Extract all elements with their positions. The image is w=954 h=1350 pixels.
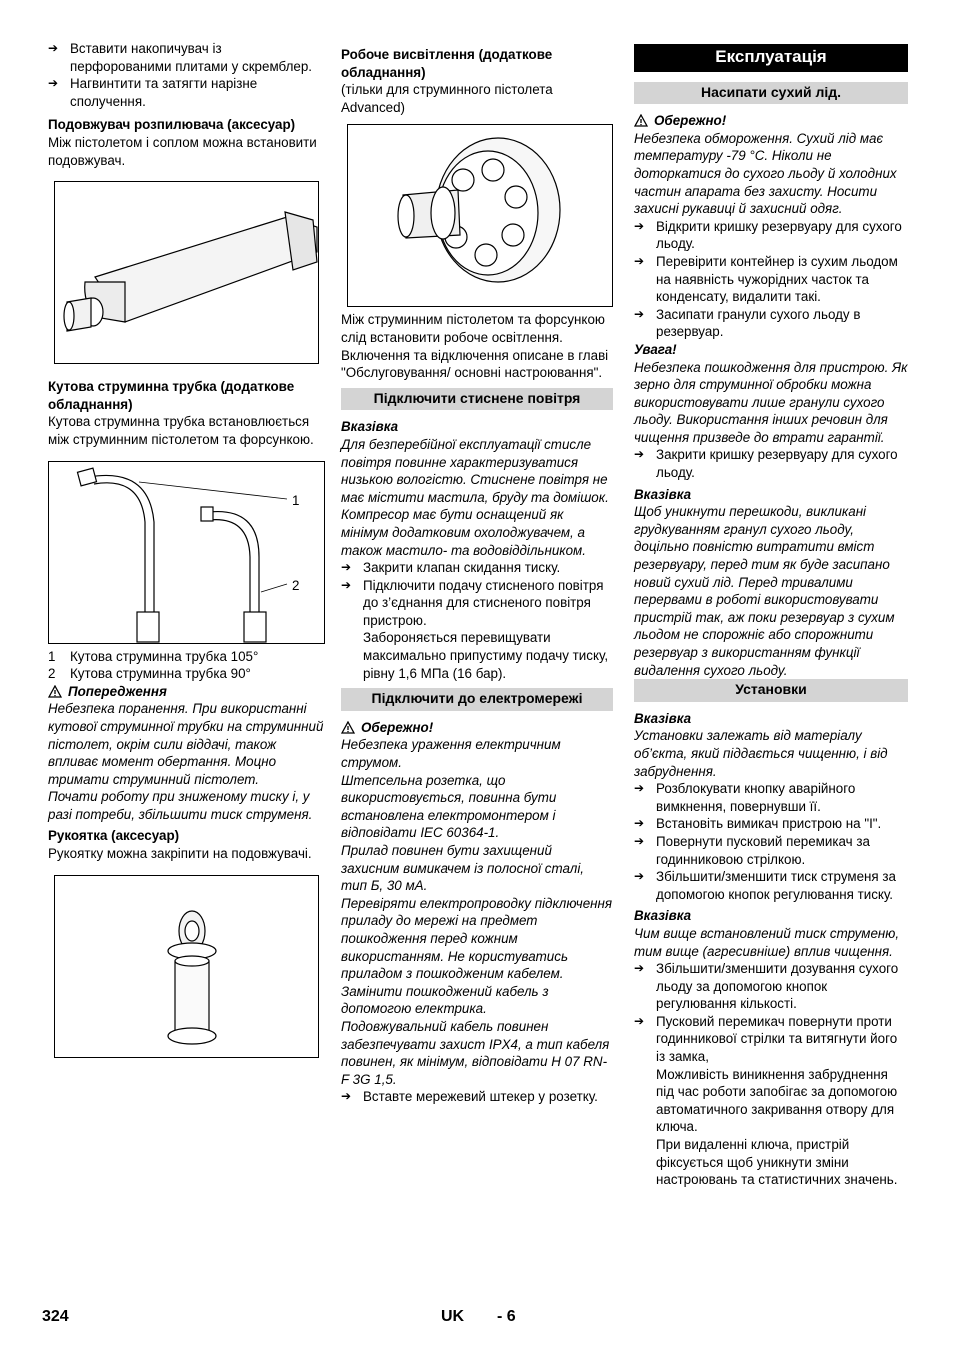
- power-caution-5: Подовжувальний кабель повинен забезпечувати захист IPX4, а тип кабеля повинен, як мінімум, відповідати H 07 RN-F 3G 1,5.: [341, 1018, 610, 1087]
- extension-figure: [54, 181, 319, 364]
- note3-text: Чим вище встановлений тиск струменю, тим вище (агресивніше) вплив чищення.: [634, 925, 900, 959]
- note3-title: Вказівка: [634, 908, 692, 924]
- note2-title: Вказівка: [634, 710, 692, 726]
- column-middle: [341, 46, 613, 1106]
- note2-text: Установки залежать від матеріалу об’єкта, який піддається чищенню, і від забруднення.: [634, 728, 888, 779]
- section-page: - 6: [497, 1308, 516, 1325]
- handle-title: Рукоятка (аксесуар): [48, 828, 180, 844]
- angle-tube-figure: [48, 461, 325, 644]
- settings-step-5: ➔ Збільшити/зменшити дозування сухого льоду за допомогою кнопок регулювання кількості.: [634, 960, 908, 1013]
- warning-text-1: Небезпека поранення. При використанні кутової струминної трубки на струминний пістолет, окрім сили віддачі, також впливає момент обертання. Моцно тримати струминний пістолет.: [48, 701, 324, 787]
- extension-tube-drawing: [55, 182, 318, 363]
- dry-ice-header: Насипати сухий лід.: [634, 82, 908, 105]
- settings-step-3: ➔ Повернути пусковий перемикач за годинниковою стрілкою.: [634, 833, 908, 868]
- work-light-text: Між струминним пістолетом та форсункою слід встановити робоче освітлення. Включення та відключення описане в главі "Обслуговування/ основні настроювання".: [341, 312, 609, 381]
- settings-step-4: ➔ Збільшити/зменшити тиск струменя за допомогою кнопок регулювання тиску.: [634, 868, 908, 903]
- attention-title: Увага!: [634, 341, 677, 357]
- warning-triangle-icon: [634, 114, 648, 127]
- handle-text: Рукоятку можна закріпити на подовжувачі.: [48, 846, 312, 862]
- air-note-2: Компресор має бути оснащений як мінімум додатковим охолоджувачем, а також мастило- та водовіддільником.: [341, 507, 586, 558]
- warning-triangle-icon: [341, 721, 355, 734]
- compressed-air-header: Підключити стиснене повітря: [341, 388, 613, 411]
- ice-step-3: ➔ Засипати гранули сухого льоду в резервуар.: [634, 306, 908, 341]
- extension-text: Між пістолетом і соплом можна встановити подовжувач.: [48, 134, 317, 168]
- page-number: 324: [42, 1308, 69, 1325]
- note1-text: Щоб уникнути перешкоди, викликані грудкуванням гранул сухого льоду, доцільно повністю витратити вміст резервуару, перед тим як буде засипано новий сухий лід. Перед тривалими перервами в роботі використовувати пристрій так, аж поки резервуар з сухим льодом не спорожніє або спорожнити резервуар з використанням функції видалення сухого льоду.: [634, 504, 895, 678]
- handle-figure: [54, 875, 319, 1058]
- power-caution-2: Штепсельна розетка, що використовується, повинна бути встановлена електромонтером і відповідати IEC 60364-1.: [341, 772, 557, 841]
- power-caution-3: Прилад повинен бути захищений захисним вимикачем із полосної сталі, тип Б, 30 мА.: [341, 843, 585, 894]
- power-caution-heading: Обережно!: [341, 719, 613, 737]
- settings-step-6: ➔ Пусковий перемикач повернути проти годинникової стрілки та витягнути його із замка,: [634, 1013, 908, 1066]
- settings-step-1: ➔ Розблокувати кнопку аварійного вимкнення, повернувши її.: [634, 780, 908, 815]
- warning-heading: Попередження: [48, 683, 326, 701]
- warning-triangle-icon: [48, 685, 62, 698]
- column-right: [634, 44, 908, 1189]
- language-code: UK: [441, 1308, 465, 1325]
- power-caution-4: Перевіряти електропроводку підключення приладу до мережі на предмет пошкодження перед кожним використанням. Не користуватись приладом з пошкодженим кабелем. Замінити пошкоджений кабель з допомогою електрика.: [341, 895, 613, 1017]
- settings-header: Установки: [634, 679, 908, 702]
- legend-item-2: 2 Кутова струминна трубка 90°: [48, 666, 251, 682]
- air-step-2: ➔ Підключити подачу стисненого повітря до з’єднання для стисненого повітря пристрою.: [341, 577, 613, 630]
- air-step-2b: Забороняється перевищувати максимально припустиму подачу тиску, рівну 1,6 МПа (16 бар).: [363, 630, 609, 681]
- ice-step-1: ➔ Відкрити кришку резервуару для сухого льоду.: [634, 218, 908, 253]
- ice-step-2: ➔ Перевірити контейнер із сухим льодом на наявність чужорідних часток та конденсату, видалити такі.: [634, 253, 908, 306]
- power-caution-1: Небезпека ураження електричним струмом.: [341, 737, 561, 771]
- ice-step-4: ➔ Закрити кришку резервуару для сухого льоду.: [634, 446, 908, 481]
- callout-1: 1: [292, 492, 300, 508]
- settings-step-2: ➔ Встановіть вимикач пристрою на "I".: [634, 815, 908, 833]
- power-step: ➔ Вставте мережевий штекер у розетку.: [341, 1088, 613, 1106]
- callout-2: 2: [292, 577, 300, 593]
- air-note-1: Для безперебійної експлуатації стисле повітря повинне характеризуватися низькою вологістю. Стиснене повітря не має містити мастила, бруду та домішок.: [341, 436, 609, 505]
- work-light-figure: [347, 124, 613, 307]
- work-light-title: Робоче висвітлення (додаткове обладнання): [341, 47, 553, 80]
- handle-drawing: [55, 876, 318, 1057]
- settings-step-6b: Можливість виникнення забруднення під час роботи запобігає за допомогою автоматичного закривання отвору для ключа.: [656, 1066, 898, 1135]
- air-note-title: Вказівка: [341, 419, 399, 435]
- angle-tube-text: Кутова струминна трубка встановлюється між струминним пістолетом та форсункою.: [48, 414, 314, 447]
- legend-item-1: 1 Кутова струминна трубка 105°: [48, 648, 259, 664]
- attention-text: Небезпека пошкодження для пристрою. Як зерно для струминної обробки можна використовувати лише гранули сухого льоду. Використання інших речовин для чищення призведе до втрати гарантії.: [634, 359, 908, 445]
- column-left: [48, 40, 326, 1058]
- ice-caution-heading: Обережно!: [634, 112, 908, 130]
- settings-step-6c: При видаленні ключа, пристрій фіксується щоб уникнути зміни настроювань та статистичних значень.: [656, 1137, 898, 1188]
- step-insert-storage: ➔ Вставити накопичувач із перфорованими плитами у скремблер.: [48, 40, 326, 75]
- work-light-note: (тільки для струминного пістолета Advanced): [341, 82, 553, 115]
- extension-title: Подовжувач розпилювача (аксесуар): [48, 117, 296, 133]
- operation-header: Експлуатація: [634, 44, 908, 72]
- angle-tubes-drawing: [49, 462, 324, 643]
- warning-text-2: Почати роботу при зниженому тиску і, у разі потреби, збільшити тиск струменя.: [48, 789, 313, 822]
- angle-tube-title: Кутова струминна трубка (додаткове обладнання): [48, 379, 295, 412]
- note1-title: Вказівка: [634, 486, 692, 502]
- step-screw-connection: ➔ Нагвинтити та затягти нарізне сполучення.: [48, 75, 326, 110]
- ice-caution-text: Небезпека обмороження. Сухий лід має температуру -79 °C. Ніколи не доторкатися до сухого льоду й холодних частин апарата без захисту. Носити захисні рукавиці й захисний одяг.: [634, 130, 897, 217]
- air-step-1: ➔ Закрити клапан скидання тиску.: [341, 559, 613, 577]
- power-header: Підключити до електромережі: [341, 688, 613, 711]
- work-light-drawing: [348, 125, 612, 306]
